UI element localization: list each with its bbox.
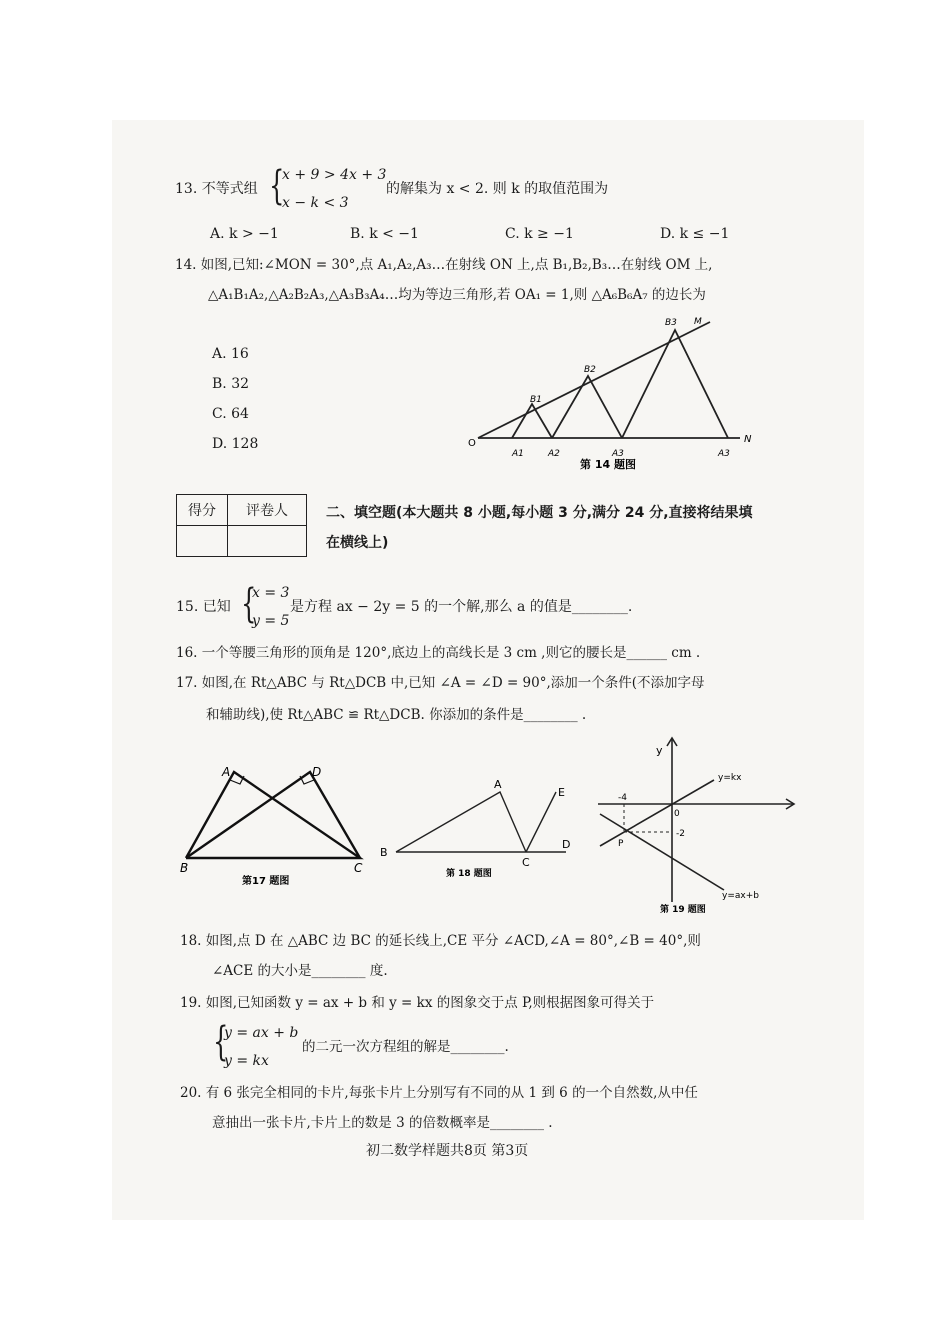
section-2-title-cont: 在横线上)	[326, 535, 389, 551]
q14-label-a4: A3	[718, 449, 730, 459]
q14-label-b1: B1	[530, 395, 542, 405]
fig18-figure	[376, 768, 576, 882]
q19-question: 的二元一次方程组的解是________.	[302, 1039, 509, 1055]
section-2-title: 二、填空题(本大题共 8 小题,每小题 3 分,满分 24 分,直接将结果填	[326, 505, 753, 521]
q14-label-b2: B2	[584, 365, 596, 375]
q19-equation-1: y = ax + b	[224, 1025, 299, 1041]
q15-number: 15. 已知	[176, 599, 231, 615]
grader-cell	[228, 526, 307, 557]
q17-line-1: 17. 如图,在 Rt△ABC 与 Rt△DCB 中,已知 ∠A = ∠D = 90°,添加一个条件(不添加字母	[176, 675, 705, 691]
q13-question: 的解集为 x < 2. 则 k 的取值范围为	[386, 181, 609, 197]
fig19-tick-neg4: -4	[618, 793, 627, 803]
q15-question: 是方程 ax − 2y = 5 的一个解,那么 a 的值是________.	[290, 599, 633, 615]
grader-header: 评卷人	[228, 495, 307, 526]
q14-line-2: △A₁B₁A₂,△A₂B₂A₃,△A₃B₃A₄…均为等边三角形,若 OA₁ = 1,则 △A₆B₆A₇ 的边长为	[208, 287, 706, 303]
score-cell	[177, 526, 228, 557]
q14-option-a: A. 16	[212, 346, 249, 362]
q20-line-2: 意抽出一张卡片,卡片上的数是 3 的倍数概率是________ .	[212, 1115, 553, 1131]
q13-inequality-1: x + 9 > 4x + 3	[282, 167, 387, 183]
q18-line-1: 18. 如图,点 D 在 △ABC 边 BC 的延长线上,CE 平分 ∠ACD,∠A = 80°,∠B = 40°,则	[180, 933, 701, 949]
fig17-label-c: C	[354, 861, 363, 875]
score-header: 得分	[177, 495, 228, 526]
fig17-caption: 第17 题图	[242, 876, 290, 887]
q15-brace: {	[241, 581, 257, 627]
fig17-label-b: B	[180, 861, 189, 875]
q14-figure	[460, 310, 760, 472]
q13-option-c: C. k ≥ −1	[505, 226, 574, 242]
q14-label-a1: A1	[512, 449, 524, 459]
q15-x-value: x = 3	[252, 585, 290, 601]
fig17-label-a: A	[222, 765, 231, 779]
q17-line-2: 和辅助线),使 Rt△ABC ≌ Rt△DCB. 你添加的条件是________ .	[206, 707, 587, 723]
q14-label-m: M	[694, 317, 702, 327]
page-footer: 初二数学样题共8页 第3页	[366, 1143, 529, 1159]
q14-caption: 第 14 题图	[580, 458, 636, 471]
fig18-label-b: B	[380, 846, 388, 859]
fig18-label-c: C	[522, 856, 530, 869]
q14-label-b3: B3	[665, 318, 677, 328]
score-table	[176, 494, 307, 557]
q15-y-value: y = 5	[252, 613, 290, 629]
fig19-axis-y: y	[656, 744, 663, 757]
fig18-label-a: A	[494, 778, 502, 791]
fig18-caption: 第 18 题图	[446, 869, 492, 879]
q13-brace: {	[269, 163, 285, 209]
fig19-line-kx-label: y=kx	[718, 773, 742, 783]
q14-label-a3: A3	[612, 449, 624, 459]
q13-option-d: D. k ≤ −1	[660, 226, 730, 242]
q14-label-a2: A2	[548, 449, 560, 459]
q14-option-c: C. 64	[212, 406, 249, 422]
fig18-label-e: E	[558, 786, 565, 799]
q14-line-1: 14. 如图,已知:∠MON = 30°,点 A₁,A₂,A₃…在射线 ON 上,点 B₁,B₂,B₃…在射线 OM 上,	[175, 257, 713, 273]
q13-inequality-2: x − k < 3	[282, 195, 349, 211]
q14-option-d: D. 128	[212, 436, 259, 452]
q16-text: 16. 一个等腰三角形的顶角是 120°,底边上的高线长是 3 cm ,则它的腰长是______ cm .	[176, 645, 701, 661]
q13-option-b: B. k < −1	[350, 226, 419, 242]
q19-brace: {	[213, 1019, 229, 1065]
q18-line-2: ∠ACE 的大小是________ 度.	[212, 963, 388, 979]
q14-label-o: O	[468, 438, 476, 449]
q19-equation-2: y = kx	[224, 1053, 269, 1069]
q13-option-a: A. k > −1	[210, 226, 279, 242]
q14-label-n: N	[744, 434, 752, 445]
q19-line-1: 19. 如图,已知函数 y = ax + b 和 y = kx 的图象交于点 P,则根据图象可得关于	[180, 995, 655, 1011]
fig17-label-d: D	[312, 765, 322, 779]
fig19-tick-neg2: -2	[676, 829, 685, 839]
fig18-label-d: D	[562, 838, 571, 851]
q14-option-b: B. 32	[212, 376, 250, 392]
fig19-figure	[594, 732, 804, 916]
fig19-caption: 第 19 题图	[660, 905, 706, 915]
fig19-origin: 0	[674, 809, 680, 819]
fig19-line-axb-label: y=ax+b	[722, 891, 759, 901]
fig17-figure	[172, 760, 372, 890]
q20-line-1: 20. 有 6 张完全相同的卡片,每张卡片上分别写有不同的从 1 到 6 的一个自然数,从中任	[180, 1085, 698, 1101]
q13-number: 13. 不等式组	[175, 181, 258, 197]
fig19-point-p: P	[618, 839, 624, 849]
